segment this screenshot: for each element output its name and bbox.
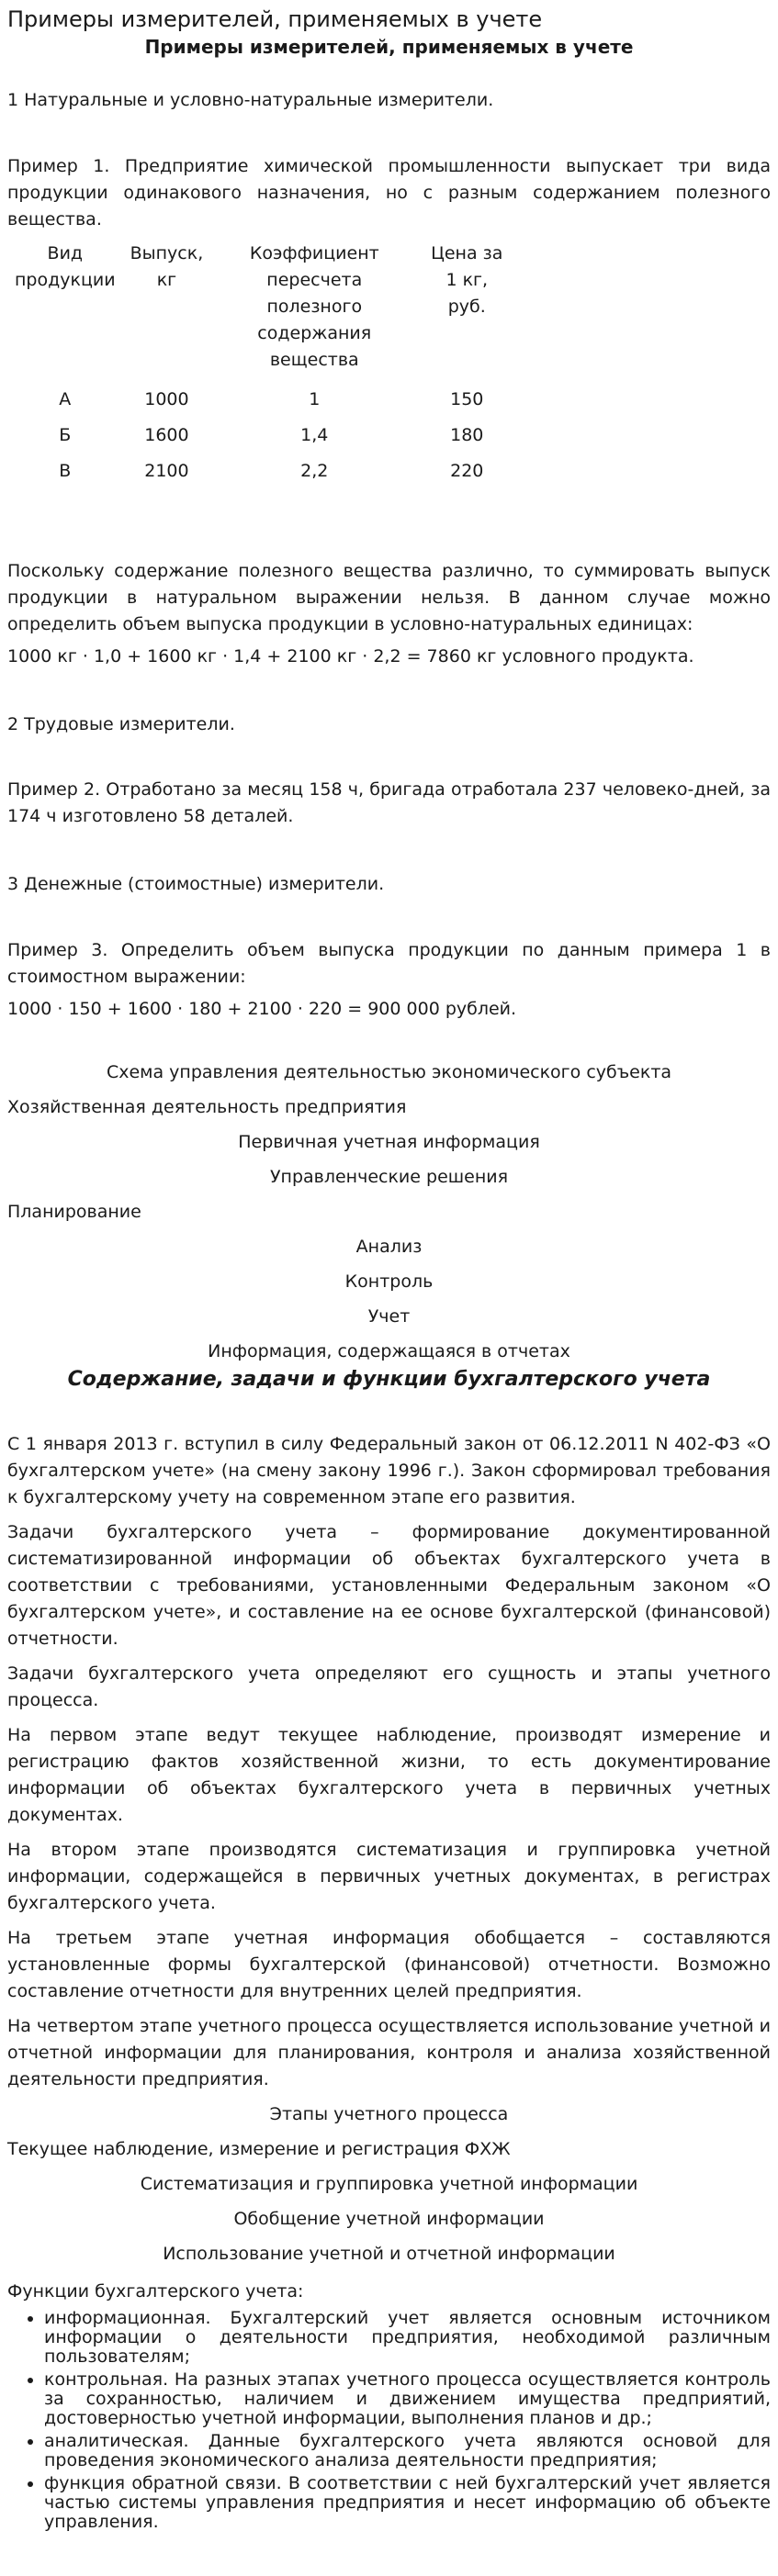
table-header-cell: Выпуск, кг (130, 243, 204, 290)
scheme-item: Контроль (344, 1271, 434, 1292)
table-header-cell: Вид продукции (15, 243, 116, 290)
table-cell: 1600 (144, 425, 189, 445)
summation-paragraph: Поскольку содержание полезного вещества различно, то суммировать выпуск продукции в натуральном выражении нельзя. В данном случае можно определить объем выпуска продукции в условно-натуральных единицах: (7, 561, 771, 634)
functions-title: Функции бухгалтерского учета: (7, 2281, 304, 2302)
document-title: Примеры измерителей, применяемых в учете (7, 6, 543, 32)
measure-type-monetary: 3 Денежные (стоимостные) измерители. (7, 874, 385, 894)
example-1-text: Пример 1. Предприятие химической промышленности выпускает три вида продукции одинакового назначения, но с разным содержанием полезного вещества. (7, 156, 771, 230)
measure-type-labor: 2 Трудовые измерители. (7, 714, 235, 734)
scheme-item: Анализ (355, 1237, 423, 1257)
stage-item: Систематизация и группировка учетной информации (140, 2174, 638, 2194)
paragraph: Задачи бухгалтерского учета определяют его сущность и этапы учетного процесса. (7, 1663, 771, 1710)
table-row (7, 415, 515, 451)
paragraph: На втором этапе производятся систематизация и группировка учетной информации, содержащейся в первичных учетных документах, в регистрах бухгалтерского учета. (7, 1840, 771, 1913)
table-row (7, 375, 515, 415)
paragraph: На первом этапе ведут текущее наблюдение, производят измерение и регистрацию фактов хозяйственной жизни, то есть документирование информации об объектах бухгалтерского учета в первичных учетных документах. (7, 1725, 771, 1825)
paragraph: На третьем этапе учетная информация обобщается – составляются установленные формы бухгалтерской (финансовой) отчетности. Возможно составление отчетности для внутренних целей предприятия. (7, 1928, 771, 2001)
list-item: • аналитическая. Данные бухгалтерского учета являются основой для проведения экономического анализа деятельности предприятия; (44, 2432, 771, 2470)
table-cell: 1000 (144, 389, 189, 409)
table-cell: 220 (450, 461, 484, 481)
table-header-cell: Цена за 1 кг, руб. (431, 243, 503, 317)
products-table (7, 239, 515, 487)
stage-item: Текущее наблюдение, измерение и регистрация ФХЖ (7, 2139, 511, 2159)
scheme-item: Управленческие решения (269, 1167, 509, 1187)
table-row (7, 451, 515, 487)
paragraph: На четвертом этапе учетного процесса осуществляется использование учетной и отчетной информации для планирования, контроля и анализа хозяйственной деятельности предприятия. (7, 2016, 771, 2089)
table-cell: Б (59, 425, 72, 445)
table-cell: А (59, 389, 72, 409)
table-cell: 150 (450, 389, 484, 409)
measure-type-natural: 1 Натуральные и условно-натуральные измерители. (7, 90, 494, 110)
table-cell: 2,2 (300, 461, 329, 481)
table-cell: 1,4 (300, 425, 329, 445)
stage-item: Обобщение учетной информации (233, 2209, 545, 2229)
table-header-row (7, 239, 515, 375)
functions-list (7, 2309, 771, 2532)
example-3-text: Пример 3. Определить объем выпуска продукции по данным примера 1 в стоимостном выражении: (7, 940, 771, 987)
accounting-stages (7, 2101, 771, 2268)
scheme-item: Учет (367, 1306, 411, 1327)
stages-title: Этапы учетного процесса (269, 2104, 509, 2124)
scheme-title: Схема управления деятельностью экономического субъекта (106, 1062, 672, 1082)
section-heading-accounting: Содержание, задачи и функции бухгалтерского учета (67, 1368, 711, 1391)
calculation-monetary: 1000 · 150 + 1600 · 180 + 2100 · 220 = 900 000 рублей. (7, 999, 517, 1019)
table-cell: 2100 (144, 461, 189, 481)
management-scheme (7, 1059, 771, 1365)
list-item: • контрольная. На разных этапах учетного процесса осуществляется контроль за сохранностью, наличием и движением имущества предприятий, достоверностью учетной информации, выполнения планов и др.; (44, 2370, 771, 2428)
calculation-conventional-units: 1000 кг · 1,0 + 1600 кг · 1,4 + 2100 кг · 2,2 = 7860 кг условного продукта. (7, 646, 694, 666)
document-page (0, 6, 778, 2532)
scheme-item: Первичная учетная информация (238, 1132, 540, 1152)
table-header-cell: Коэффициент пересчета полезного содержания вещества (249, 243, 379, 370)
stage-item: Использование учетной и отчетной информации (163, 2244, 615, 2264)
paragraph: Задачи бухгалтерского учета – формирование документированной систематизированной информации об объектах бухгалтерского учета в соответствии с требованиями, установленными Федеральным законом «О бухгалтерском учете», и составление на ее основе бухгалтерской (финансовой) отчетности. (7, 1522, 771, 1649)
table-cell: 1 (309, 389, 321, 409)
table-cell: В (59, 461, 72, 481)
scheme-item: Планирование (7, 1202, 141, 1222)
example-2-text: Пример 2. Отработано за месяц 158 ч, бригада отработала 237 человеко-дней, за 174 ч изготовлено 58 деталей. (7, 779, 771, 826)
table-cell: 180 (450, 425, 484, 445)
scheme-item: Хозяйственная деятельность предприятия (7, 1097, 407, 1117)
scheme-item: Информация, содержащаяся в отчетах (208, 1341, 570, 1361)
paragraph: С 1 января 2013 г. вступил в силу Федеральный закон от 06.12.2011 N 402-ФЗ «О бухгалтерском учете» (на смену закону 1996 г.). Закон сформировал требования к бухгалтерскому учету на современном этапе его развития. (7, 1434, 771, 1507)
accounting-paragraphs (7, 1431, 771, 2093)
list-item: • информационная. Бухгалтерский учет является основным источником информации о деятельности предприятия, необходимой различным пользователям; (44, 2309, 771, 2367)
list-item: • функция обратной связи. В соответствии с ней бухгалтерский учет является частью системы управления предприятия и несет информацию об объекте управления. (44, 2474, 771, 2532)
section-heading-measures: Примеры измерителей, применяемых в учете (144, 36, 634, 58)
